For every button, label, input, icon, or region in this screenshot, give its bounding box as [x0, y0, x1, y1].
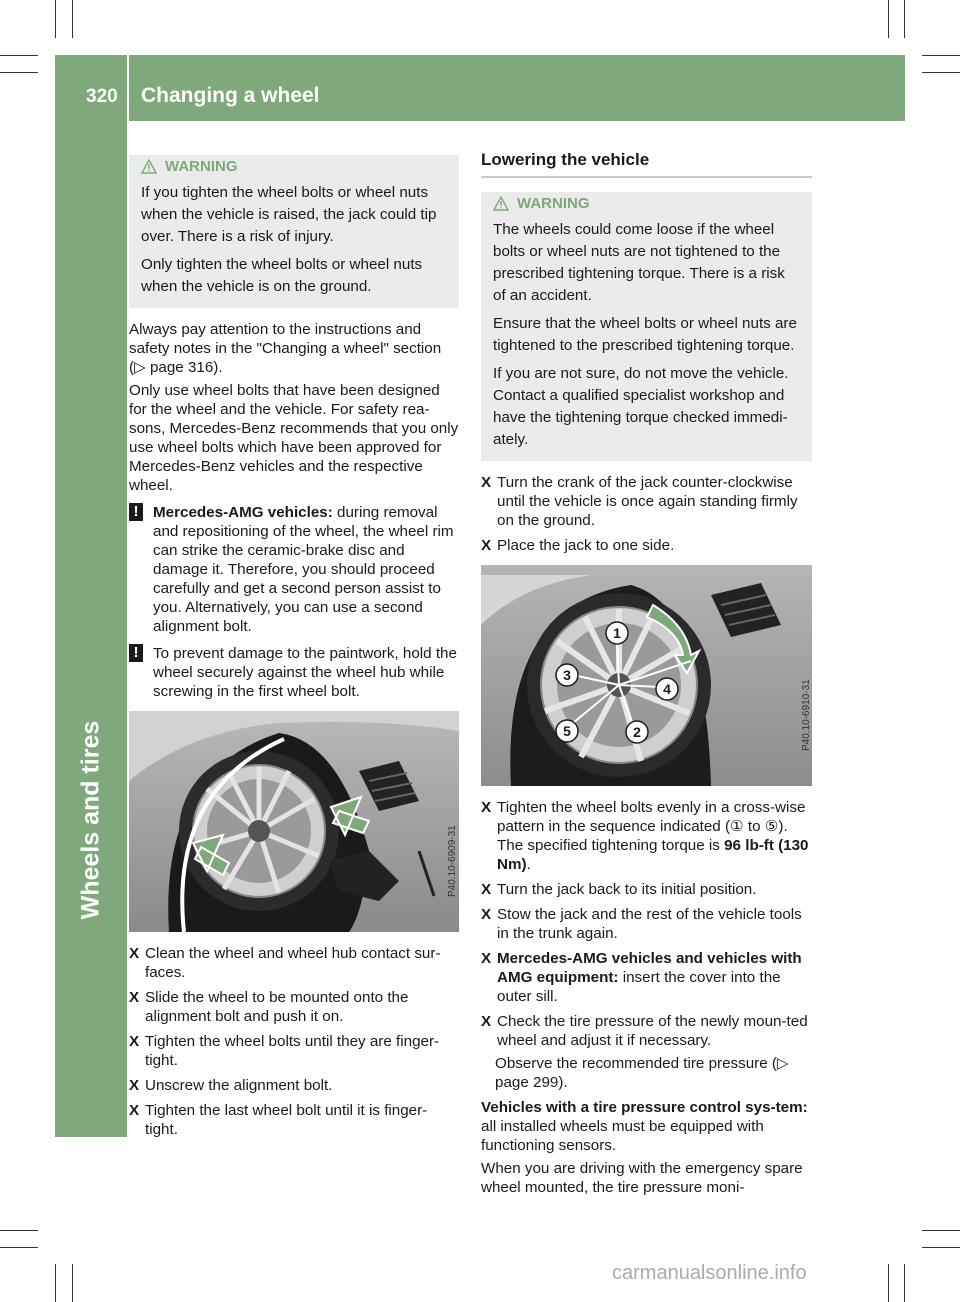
- paragraph: [481, 1098, 812, 1155]
- crop-mark: [904, 1264, 905, 1302]
- crop-mark: [888, 1264, 889, 1302]
- step-marker: X: [481, 950, 492, 967]
- instruction-step: [481, 1012, 812, 1050]
- instruction-step: [481, 880, 812, 899]
- instruction-step: [129, 1076, 459, 1095]
- section-tab: [55, 121, 127, 1137]
- figure-code: P40.10-6909-31: [447, 825, 458, 897]
- bolt-symbol: ⑤: [764, 818, 779, 835]
- warning-title: [493, 194, 800, 213]
- instruction-step: [481, 536, 812, 555]
- bolt-sequence-figure: [481, 565, 812, 786]
- instruction-step: [129, 1032, 459, 1070]
- paragraph: When you are driving with the emergency spare wheel mounted, the tire pressure moni-: [481, 1160, 803, 1196]
- instruction-step: [481, 798, 812, 874]
- step-text: Place the jack to one side.: [497, 537, 675, 554]
- section-heading: Lowering the vehicle: [481, 150, 812, 178]
- bolt-label-1: 1: [613, 625, 621, 641]
- step-text: Unscrew the alignment bolt.: [145, 1077, 333, 1094]
- crop-mark: [72, 1264, 73, 1302]
- header-divider: [127, 55, 129, 121]
- note-exclamation-icon: !: [129, 644, 143, 662]
- pressure-note: Observe the recommended tire pressure (▷ page 299).: [495, 1055, 789, 1091]
- warning-box: [129, 155, 459, 308]
- right-column: [481, 150, 812, 1201]
- crop-mark: [55, 0, 56, 38]
- instruction-step: [481, 473, 812, 530]
- bolt-symbol: ①: [730, 818, 744, 835]
- note-text: To prevent damage to the paintwork, hold the wheel securely against the wheel hub while screwing in the first wheel bolt.: [153, 645, 457, 700]
- crop-mark: [0, 55, 38, 56]
- crop-mark: [0, 1230, 38, 1231]
- step-marker: X: [481, 474, 492, 491]
- warning-box: [481, 192, 812, 461]
- step-text-part: ). The specified tightening torque is: [497, 818, 788, 854]
- note: [129, 644, 459, 701]
- crop-mark: [922, 72, 960, 73]
- note-exclamation-icon: !: [129, 503, 143, 521]
- warning-triangle-icon: [141, 159, 157, 174]
- step-text: Stow the jack and the rest of the vehicle tools in the trunk again.: [497, 906, 802, 942]
- step-text: [497, 949, 812, 1006]
- instruction-step: [129, 944, 459, 982]
- step-text: Turn the jack back to its initial position.: [497, 881, 757, 898]
- note-bold: Mercedes-AMG vehicles:: [153, 504, 333, 521]
- step-marker: X: [129, 945, 140, 962]
- warning-triangle-icon: [493, 196, 509, 211]
- step-bold: Mercedes-AMG vehicles and vehicles with AMG equipment:: [497, 950, 802, 986]
- step-text: Tighten the last wheel bolt until it is finger-tight.: [145, 1102, 428, 1138]
- bolt-label-5: 5: [563, 723, 571, 739]
- step-marker: X: [481, 537, 492, 554]
- paragraph: Only use wheel bolts that have been designed for the wheel and the vehicle. For safety rea-sons, Mercedes-Benz recommends that you only use wheel bolts which have been approved for Mercedes-Benz vehicles and the respective wheel.: [129, 382, 459, 494]
- crop-mark: [0, 72, 38, 73]
- step-text: [497, 798, 812, 874]
- watermark: carmanualsonline.info: [612, 1262, 807, 1284]
- crop-mark: [55, 1264, 56, 1302]
- paragraph-text: all installed wheels must be equipped with functioning sensors.: [481, 1118, 764, 1154]
- warning-title-text: WARNING: [165, 158, 238, 175]
- bolt-label-2: 2: [633, 724, 641, 740]
- step-text: Turn the crank of the jack counter-clockwise until the vehicle is once again standing firmly on the ground.: [497, 474, 798, 529]
- crop-mark: [0, 1247, 38, 1248]
- instruction-step: [129, 1101, 459, 1139]
- figure-code: P40.10-6910-31: [801, 679, 812, 751]
- step-text-part: to: [743, 818, 765, 835]
- section-tab-label: Wheels and tires: [76, 720, 105, 920]
- warning-text: If you are not sure, do not move the vehicle. Contact a qualified specialist workshop and have the tightening torque checked immedi-ately.: [493, 365, 789, 448]
- step-marker: X: [129, 989, 140, 1006]
- step-marker: X: [481, 1013, 492, 1030]
- warning-title: [141, 157, 447, 176]
- page-title: Changing a wheel: [141, 84, 320, 107]
- crop-mark: [922, 1230, 960, 1231]
- bolt-label-3: 3: [563, 667, 571, 683]
- step-marker: X: [481, 881, 492, 898]
- instruction-step: [129, 988, 459, 1026]
- paragraph-bold: Vehicles with a tire pressure control sys-tem:: [481, 1099, 808, 1116]
- warning-text: If you tighten the wheel bolts or wheel nuts when the vehicle is raised, the jack could tip over. There is a risk of injury.: [141, 184, 437, 245]
- instruction-step: [481, 905, 812, 943]
- wheel-mounting-illustration: [129, 711, 459, 932]
- step-marker: X: [129, 1077, 140, 1094]
- step-text-part: .: [526, 856, 531, 873]
- warning-text: Ensure that the wheel bolts or wheel nuts are tightened to the prescribed tightening torque.: [493, 315, 797, 354]
- step-text-part: Tighten the wheel bolts evenly in a cross-wise pattern in the sequence indicated (: [497, 799, 806, 835]
- step-marker: X: [129, 1033, 140, 1050]
- step-text: Slide the wheel to be mounted onto the alignment bolt and push it on.: [145, 989, 409, 1025]
- note-text: [153, 503, 459, 636]
- wheel-mounting-figure: [129, 711, 459, 932]
- crop-mark: [72, 0, 73, 38]
- warning-title-text: WARNING: [517, 195, 590, 212]
- step-text: Tighten the wheel bolts until they are finger-tight.: [145, 1033, 440, 1069]
- step-text: Clean the wheel and wheel hub contact sur-faces.: [145, 945, 441, 981]
- step-text-part: insert the cover into the outer sill.: [497, 969, 781, 1005]
- note: [129, 503, 459, 636]
- paragraph: Always pay attention to the instructions and safety notes in the "Changing a wheel" section (▷ page 316).: [129, 321, 442, 376]
- crop-mark: [904, 0, 905, 38]
- torque-value: 96 lb-ft (130 Nm): [497, 837, 809, 873]
- crop-mark: [922, 1247, 960, 1248]
- step-marker: X: [481, 799, 492, 816]
- warning-text: The wheels could come loose if the wheel bolts or wheel nuts are not tightened to the prescribed tightening torque. There is a risk of an accident.: [493, 221, 785, 304]
- crop-mark: [888, 0, 889, 38]
- note-body: during removal and repositioning of the wheel, the wheel rim can strike the ceramic-brake disc and damage it. Therefore, you should proceed carefully and get a second person assist to you. Alternatively, you can use a second alignment bolt.: [153, 504, 454, 635]
- step-text: Check the tire pressure of the newly moun-ted wheel and adjust it if necessary.: [497, 1013, 808, 1049]
- step-marker: X: [129, 1102, 140, 1119]
- crop-mark: [922, 55, 960, 56]
- instruction-step: [481, 949, 812, 1006]
- page-number: 320: [86, 86, 118, 107]
- bolt-label-4: 4: [663, 681, 671, 697]
- bolt-sequence-illustration: [481, 565, 812, 786]
- step-marker: X: [481, 906, 492, 923]
- warning-text: Only tighten the wheel bolts or wheel nuts when the vehicle is on the ground.: [141, 256, 423, 295]
- left-column: [129, 155, 459, 1145]
